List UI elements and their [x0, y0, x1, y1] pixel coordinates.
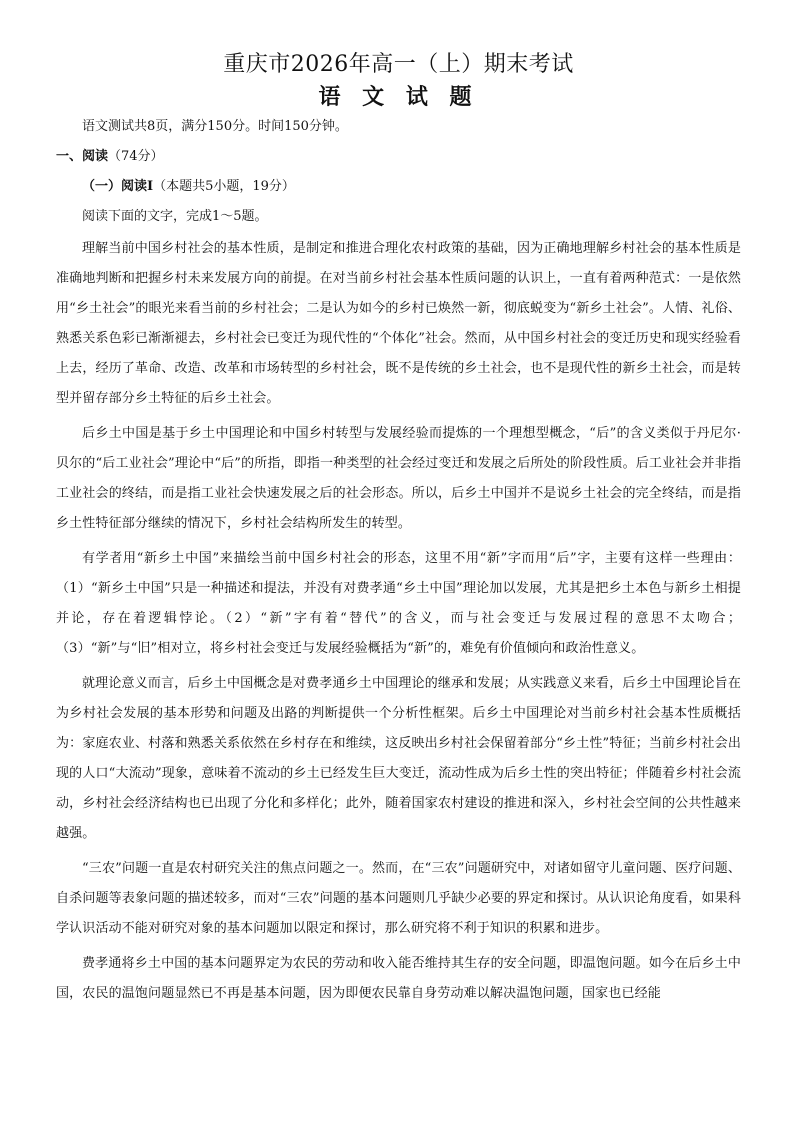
passage-paragraph: 有学者用“新乡土中国”来描绘当前中国乡村社会的形态，这里不用“新”字而用“后”字，主要有这样一些理由：（1）“新乡土中国”只是一种描述和提法，并没有对费孝通“乡土中国”理论加以发展，尤其是把乡土本色与新乡土相提并论，存在着逻辑悖论。（2）“新”字有着“替代”的含义，而与社会变迁与发展过程的意思不太吻合；（3）“新”与“旧”相对立，将乡村社会变迁与发展经验概括为“新”的，难免有价值倾向和政治性意义。 — [56, 551, 741, 656]
subsection-heading — [56, 174, 741, 200]
section-score: （74分） — [108, 149, 164, 164]
exam-title: 重庆市2026年高一（上）期末考试 — [223, 52, 574, 77]
reading-instruction: 阅读下面的文字，完成1～5题。 — [82, 209, 268, 224]
reading-passage — [56, 234, 741, 1009]
passage-paragraph: 费孝通将乡土中国的基本问题界定为农民的劳动和收入能否维持其生存的安全问题，即温饱问题。如今在后乡土中国，农民的温饱问题显然已不再是基本问题，因为即便农民靠自身劳动难以解决温饱问题，国家也已经能 — [56, 956, 741, 1001]
exam-subject-title: 语 文 试 题 — [318, 84, 479, 110]
exam-info: 语文测试共8页，满分150分。时间150分钟。 — [82, 119, 348, 134]
passage-paragraph: 后乡土中国是基于乡土中国理论和中国乡村转型与发展经验而提炼的一个理想型概念，“后”的含义类似于丹尼尔·贝尔的“后工业社会”理论中“后”的所指，即指一种类型的社会经过变迁和发展之后所处的阶段性质。后工业社会并非指工业社会的终结，而是指工业社会快速发展之后的社会形态。所以，后乡土中国并不是说乡土社会的完全终结，而是指乡土性特征部分继续的情况下，乡村社会结构所发生的转型。 — [56, 426, 741, 531]
subsection-detail: （本题共5小题，19分） — [153, 179, 295, 194]
passage-paragraph: 就理论意义而言，后乡土中国概念是对费孝通乡土中国理论的继承和发展；从实践意义来看，后乡土中国理论旨在为乡村社会发展的基本形势和问题及出路的判断提供一个分析性框架。后乡土中国理论对当前乡村社会基本性质概括为：家庭农业、村落和熟悉关系依然在乡村存在和维续，这反映出乡村社会保留着部分“乡土性”特征；当前乡村社会出现的人口“大流动”现象，意味着不流动的乡土已经发生巨大变迁，流动性成为后乡土性的突出特征；伴随着乡村社会流动，乡村社会经济结构也已出现了分化和多样化；此外，随着国家农村建设的推进和深入，乡村社会空间的公共性越来越强。 — [56, 676, 741, 841]
passage-paragraph: 理解当前中国乡村社会的基本性质，是制定和推进合理化农村政策的基础，因为正确地理解乡村社会的基本性质是准确地判断和把握乡村未来发展方向的前提。在对当前乡村社会基本性质问题的认识上，一直有着两种范式：一是依然用“乡土社会”的眼光来看当前的乡村社会；二是认为如今的乡村已焕然一新，彻底蜕变为“新乡土社会”。人情、礼俗、熟悉关系色彩已渐渐褪去，乡村社会已变迁为现代性的“个体化”社会。然而，从中国乡村社会的变迁历史和现实经验看上去，经历了革命、改造、改革和市场转型的乡村社会，既不是传统的乡土社会，也不是现代性的新乡土社会，而是转型并留存部分乡土特征的后乡土社会。 — [56, 241, 741, 406]
passage-paragraph: “三农”问题一直是农村研究关注的焦点问题之一。然而，在“三农”问题研究中，对诸如留守儿童问题、医疗问题、自杀问题等表象问题的描述较多，而对“三农”问题的基本问题则几乎缺少必要的界定和探讨。从认识论角度看，如果科学认识活动不能对研究对象的基本问题加以限定和探讨，那么研究将不利于知识的积累和进步。 — [56, 861, 741, 936]
subsection-label: （一）阅读Ⅰ — [82, 179, 154, 194]
section-heading — [56, 144, 741, 170]
section-label: 一、阅读 — [56, 149, 109, 164]
